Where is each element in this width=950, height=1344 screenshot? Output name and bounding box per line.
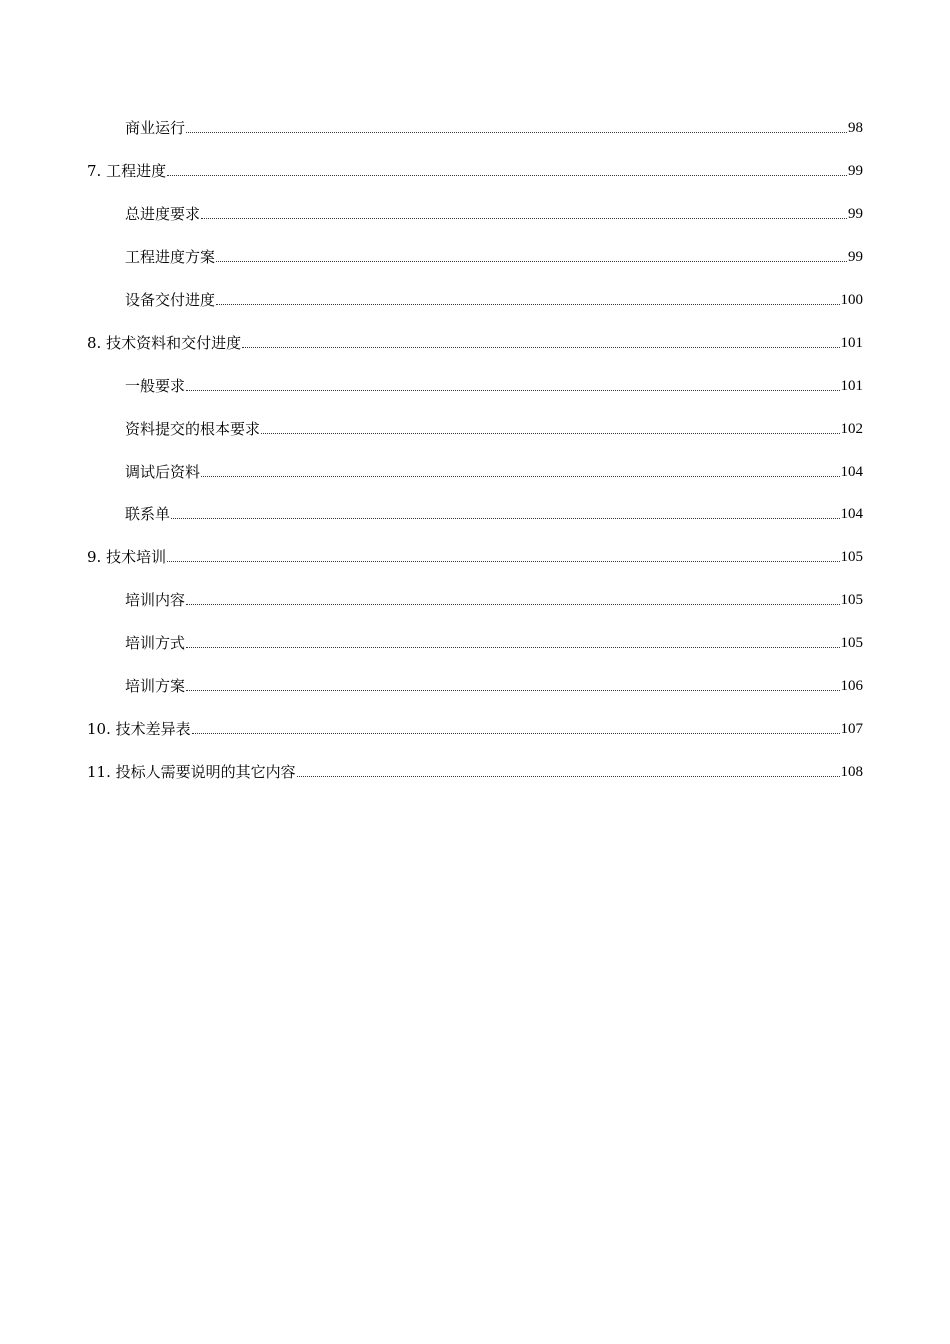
toc-dot-leader [242, 347, 839, 348]
toc-entry-title: 10. 技术差异表 [87, 720, 191, 738]
toc-entry-title: 调试后资料 [125, 463, 201, 481]
toc-entry[interactable] [125, 458, 863, 482]
toc-entry-title: 9. 技术培训 [87, 548, 167, 566]
toc-entry-page: 104 [840, 506, 863, 522]
toc-dot-leader [186, 690, 839, 691]
toc-dot-leader [167, 175, 847, 176]
toc-dot-leader [201, 218, 847, 219]
toc-entry[interactable] [87, 758, 863, 782]
toc-entry[interactable] [125, 114, 863, 138]
toc-entry-page: 102 [840, 421, 863, 437]
toc-entry-title: 商业运行 [125, 119, 186, 137]
toc-dot-leader [186, 604, 839, 605]
toc-dot-leader [201, 476, 839, 477]
toc-entry-page: 100 [840, 292, 863, 308]
toc-entry-page: 98 [848, 120, 863, 136]
toc-entry-title: 11. 投标人需要说明的其它内容 [87, 763, 296, 781]
toc-dot-leader [186, 390, 839, 391]
toc-entry[interactable] [125, 672, 863, 696]
toc-entry-page: 101 [840, 378, 863, 394]
toc-dot-leader [297, 776, 840, 777]
toc-entry[interactable] [87, 329, 863, 353]
toc-dot-leader [167, 561, 839, 562]
toc-entry[interactable] [125, 372, 863, 396]
toc-entry[interactable] [87, 715, 863, 739]
toc-entry-page: 104 [840, 464, 863, 480]
toc-dot-leader [261, 433, 839, 434]
toc-dot-leader [216, 304, 839, 305]
toc-entry-title: 设备交付进度 [125, 291, 216, 309]
toc-dot-leader [186, 647, 839, 648]
toc-entry-page: 99 [848, 206, 863, 222]
toc-entry-page: 107 [840, 721, 863, 737]
toc-entry[interactable] [87, 157, 863, 181]
toc-dot-leader [186, 132, 847, 133]
toc-entry[interactable] [125, 586, 863, 610]
toc-entry-title: 7. 工程进度 [87, 162, 167, 180]
toc-entry-page: 99 [848, 249, 863, 265]
toc-entry-title: 联系单 [125, 505, 171, 523]
toc-entry[interactable] [87, 543, 863, 567]
toc-dot-leader [192, 733, 840, 734]
toc-entry-title: 8. 技术资料和交付进度 [87, 334, 242, 352]
toc-entry-title: 资料提交的根本要求 [125, 420, 261, 438]
toc-entry-page: 106 [840, 678, 863, 694]
toc-entry-page: 105 [840, 592, 863, 608]
toc-entry-page: 105 [840, 549, 863, 565]
toc-entry-title: 一般要求 [125, 377, 186, 395]
toc-entry-page: 101 [840, 335, 863, 351]
toc-dot-leader [171, 518, 839, 519]
toc-entry-page: 108 [840, 764, 863, 780]
toc-entry[interactable] [125, 286, 863, 310]
toc-entry-title: 总进度要求 [125, 205, 201, 223]
toc-entry-title: 培训方式 [125, 634, 186, 652]
toc-entry[interactable] [125, 415, 863, 439]
toc-entry-title: 培训内容 [125, 591, 186, 609]
toc-entry-page: 99 [848, 163, 863, 179]
toc-entry[interactable] [125, 500, 863, 524]
toc-entry-page: 105 [840, 635, 863, 651]
toc-entry-title: 培训方案 [125, 677, 186, 695]
toc-entry[interactable] [125, 200, 863, 224]
toc-dot-leader [216, 261, 847, 262]
toc-entry[interactable] [125, 243, 863, 267]
toc-entry-title: 工程进度方案 [125, 248, 216, 266]
toc-entry[interactable] [125, 629, 863, 653]
